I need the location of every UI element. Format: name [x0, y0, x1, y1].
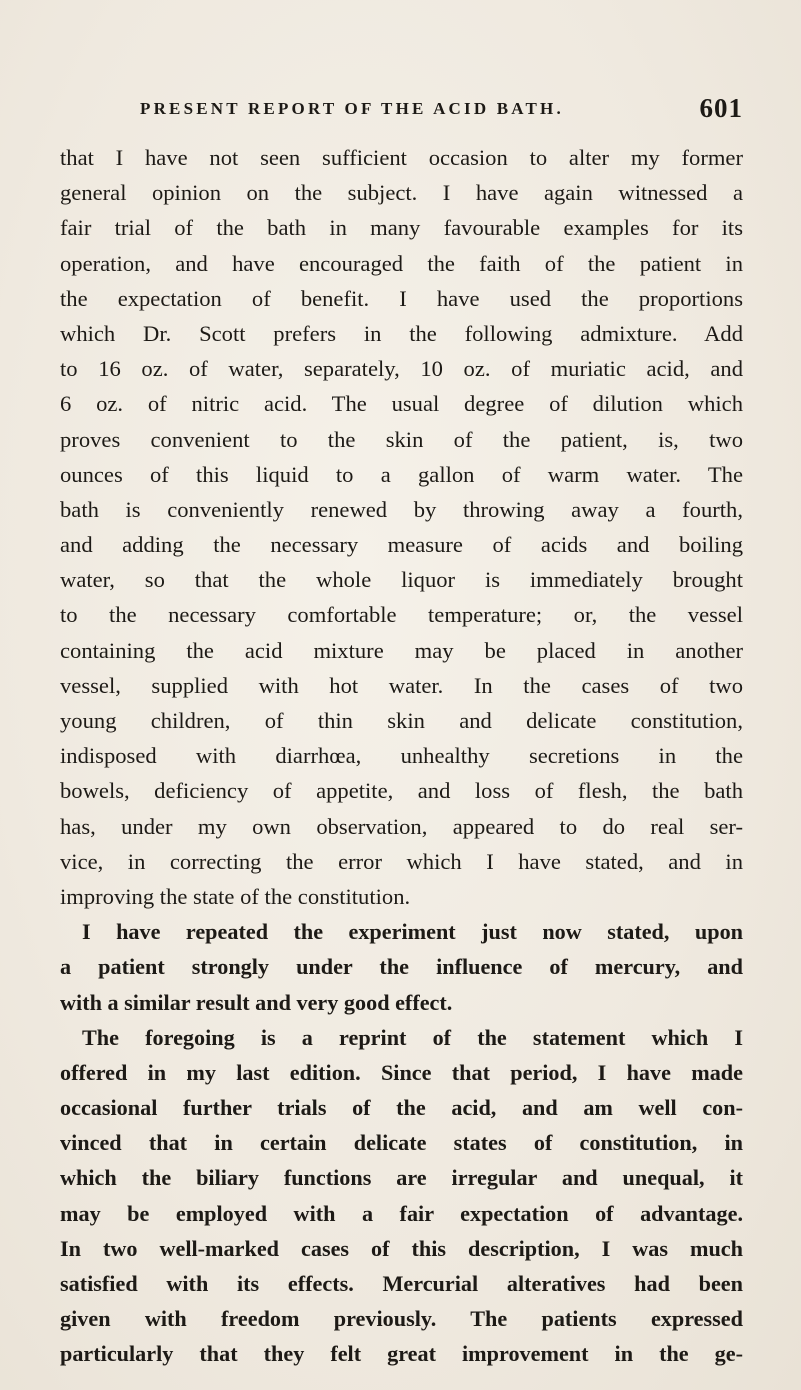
text-line: satisfied with its effects. Mercurial alteratives had been	[60, 1271, 743, 1296]
text-line: vice, in correcting the error which I have stated, and in	[60, 848, 743, 874]
text-line: bowels, deficiency of appetite, and loss of flesh, the bath	[60, 778, 743, 804]
text-line: ounces of this liquid to a gallon of warm water. The	[60, 461, 743, 487]
body-text	[60, 140, 743, 1370]
text-line: operation, and have encouraged the faith of the patient in	[60, 250, 743, 276]
text-line: a patient strongly under the influence of mercury, and	[60, 954, 743, 980]
text-line: indisposed with diarrhœa, unhealthy secretions in the	[60, 743, 743, 769]
text-line: The foregoing is a reprint of the statement which I	[82, 1024, 743, 1050]
text-line: vessel, supplied with hot water. In the cases of two	[60, 672, 743, 698]
text-line: has, under my own observation, appeared to do real ser-	[60, 813, 743, 839]
page-header	[60, 93, 743, 127]
text-line: which the biliary functions are irregular and unequal, it	[60, 1165, 743, 1191]
text-line: the expectation of benefit. I have used the proportions	[60, 285, 743, 311]
text-line: proves convenient to the skin of the patient, is, two	[60, 426, 743, 452]
text-line: vinced that in certain delicate states of constitution, in	[60, 1130, 743, 1156]
text-line: given with freedom previously. The patients expressed	[60, 1306, 743, 1332]
text-line: with a similar result and very good effect.	[60, 989, 453, 1015]
text-line: water, so that the whole liquor is immediately brought	[60, 567, 743, 593]
text-line: bath is conveniently renewed by throwing away a fourth,	[60, 496, 743, 522]
text-line: occasional further trials of the acid, and am well con-	[60, 1095, 743, 1121]
text-line: and adding the necessary measure of acids and boiling	[60, 532, 743, 558]
text-line: improving the state of the constitution.	[60, 883, 411, 909]
text-line: In two well-marked cases of this description, I was much	[60, 1235, 743, 1261]
text-line: particularly that they felt great improvement in the ge-	[60, 1341, 743, 1367]
text-line: containing the acid mixture may be placed in another	[60, 637, 743, 663]
text-line: may be employed with a fair expectation of advantage.	[60, 1200, 743, 1226]
running-head: PRESENT REPORT OF THE ACID BATH.	[140, 99, 564, 118]
text-line: that I have not seen sufficient occasion to alter my former	[60, 145, 743, 170]
text-line: to the necessary comfortable temperature; or, the vessel	[60, 602, 743, 628]
text-line: which Dr. Scott prefers in the following admixture. Add	[60, 320, 743, 346]
text-line: young children, of thin skin and delicate constitution,	[60, 708, 743, 733]
text-line: fair trial of the bath in many favourable examples for its	[60, 215, 743, 241]
text-line: 6 oz. of nitric acid. The usual degree of dilution which	[60, 391, 743, 417]
text-line: to 16 oz. of water, separately, 10 oz. of muriatic acid, and	[60, 356, 743, 382]
text-line: general opinion on the subject. I have again witnessed a	[60, 180, 743, 206]
text-line: I have repeated the experiment just now stated, upon	[82, 919, 743, 945]
text-line: offered in my last edition. Since that period, I have made	[60, 1059, 743, 1085]
page-number: 601	[699, 93, 743, 123]
